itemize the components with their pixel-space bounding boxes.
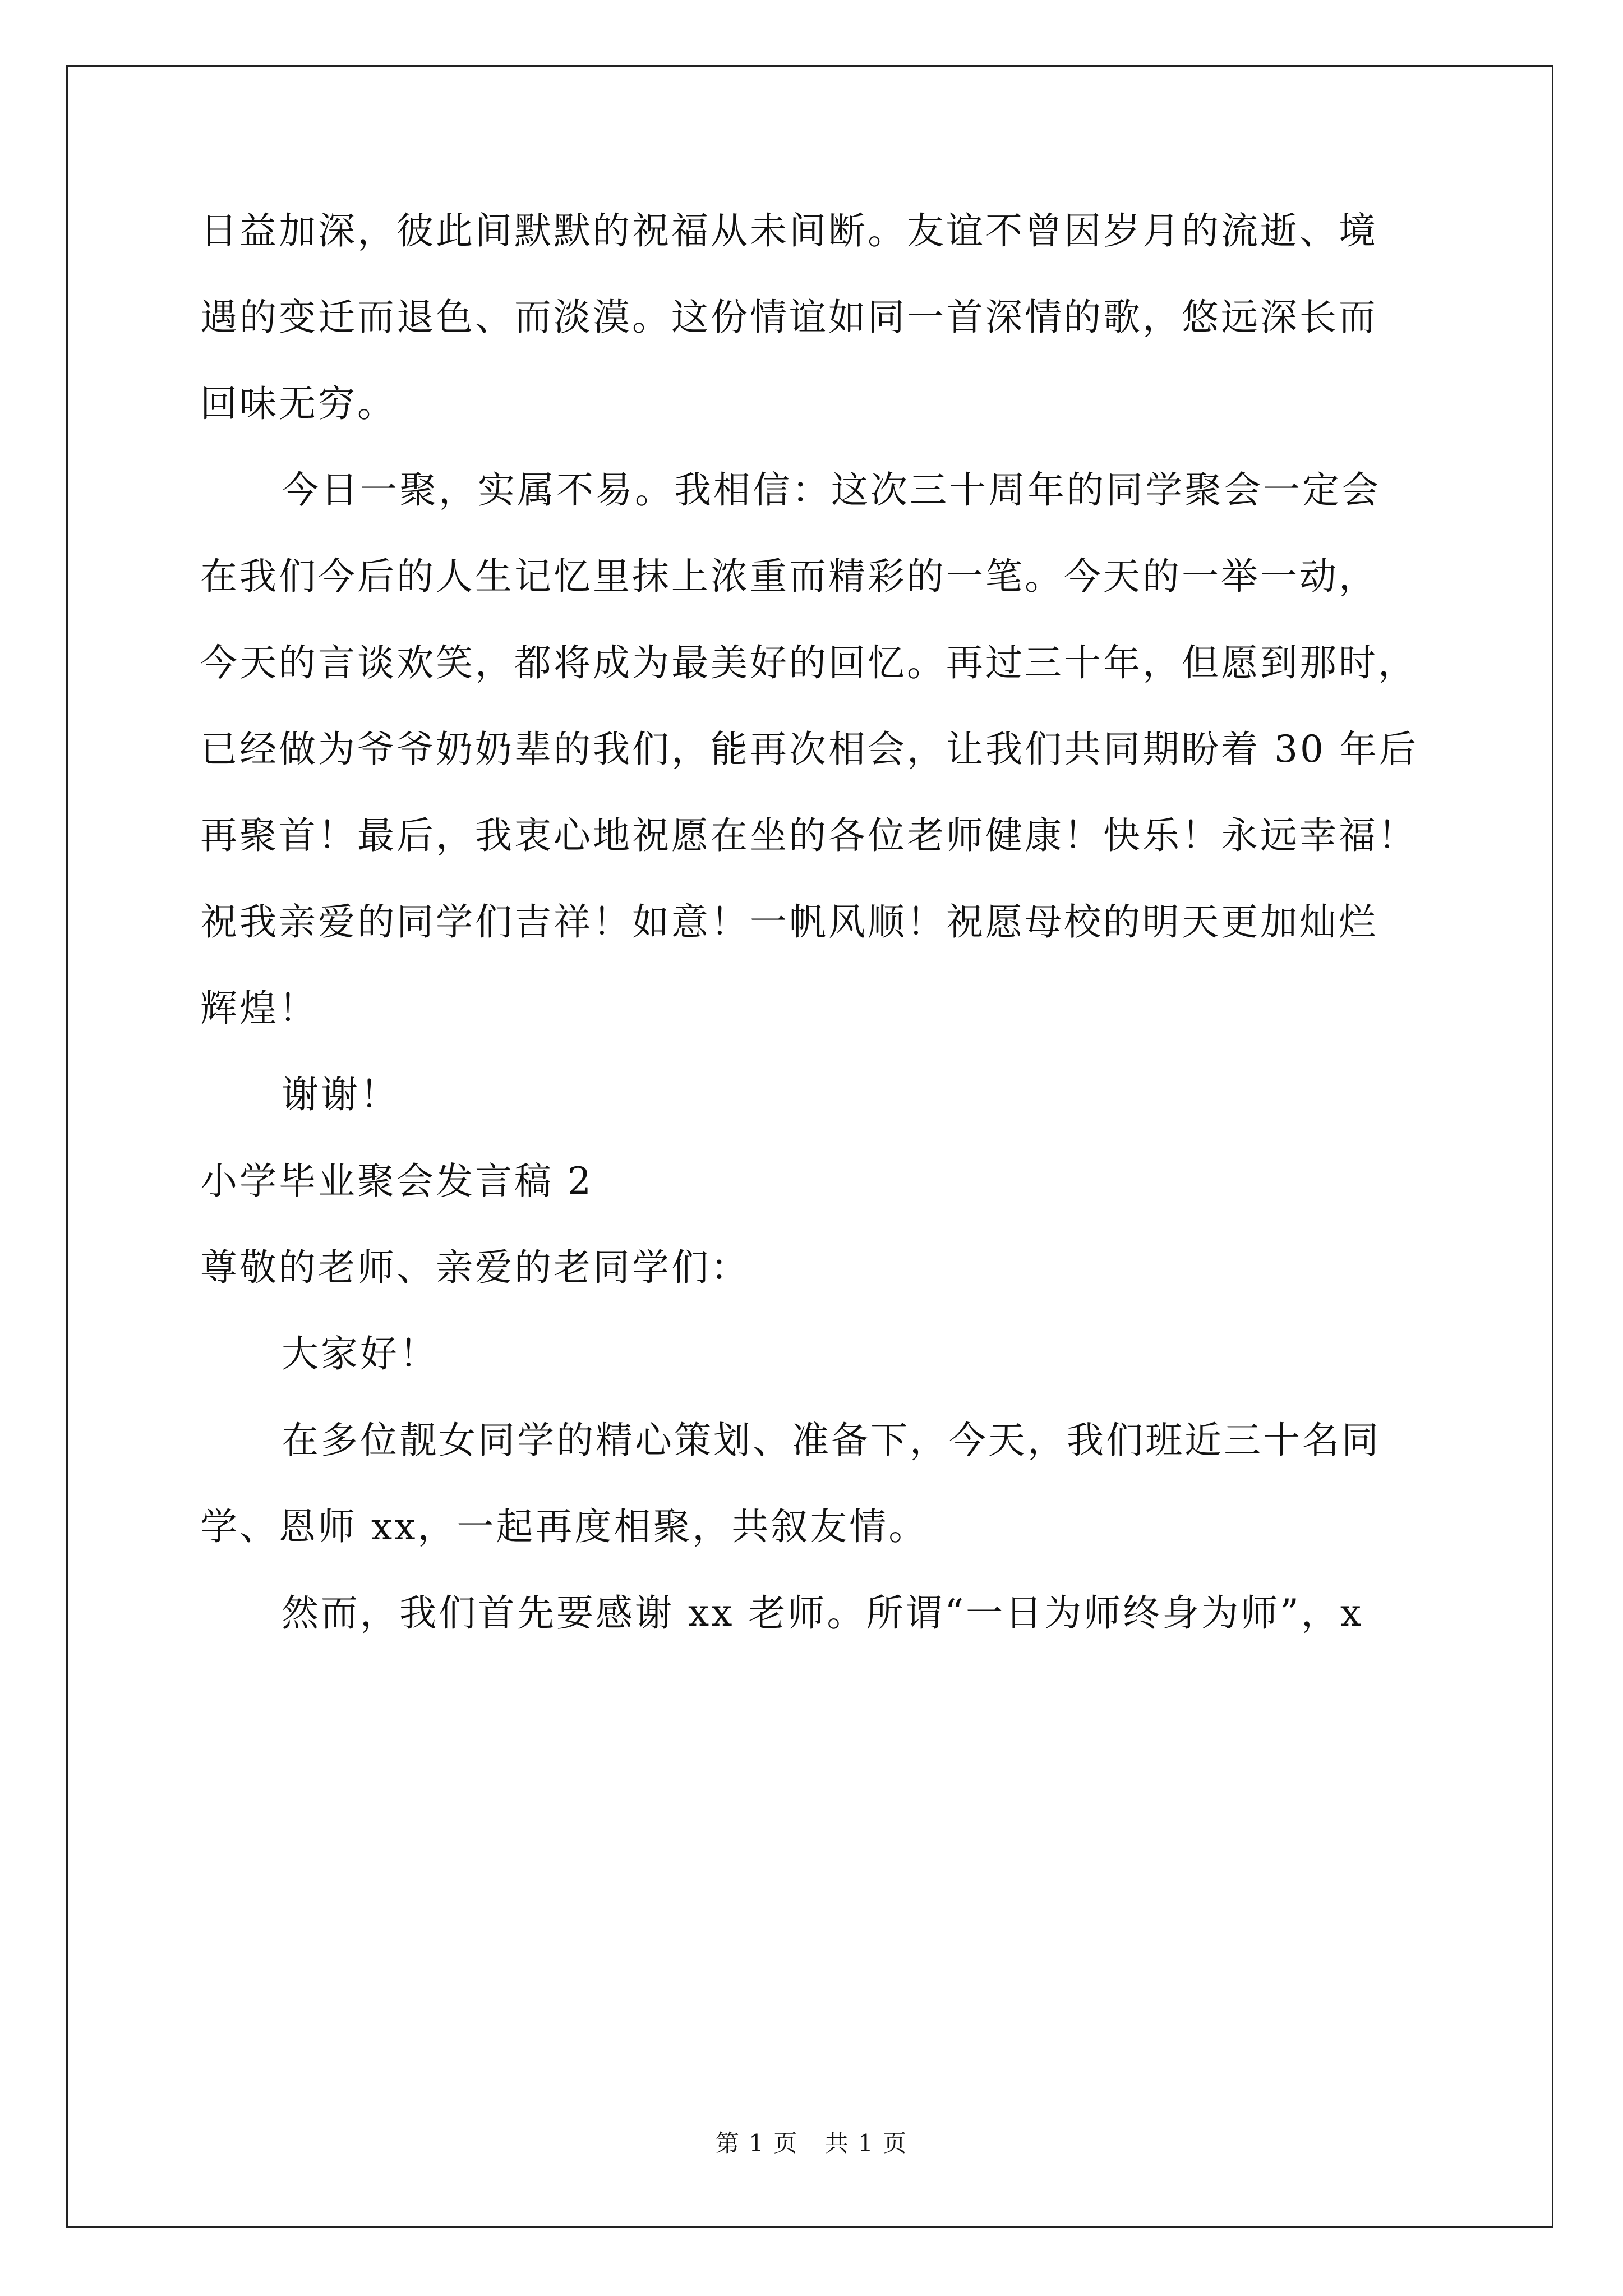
paragraph-line: 今日一聚，实属不易。我相信：这次三十周年的同学聚会一定会 — [282, 468, 1381, 512]
paragraph-line: 在我们今后的人生记忆里抹上浓重而精彩的一笔。今天的一举一动， — [200, 555, 1378, 598]
page-number: 第 1 页 — [715, 2129, 799, 2157]
paragraph-line: 已经做为爷爷奶奶辈的我们，能再次相会，让我们共同期盼着 30 年后 — [200, 728, 1418, 771]
paragraph-line: 今天的言谈欢笑，都将成为最美好的回忆。再过三十年，但愿到那时， — [200, 641, 1417, 684]
paragraph-line: 回味无穷。 — [200, 382, 396, 425]
salutation: 尊敬的老师、亲爱的老同学们： — [200, 1246, 750, 1289]
paragraph-line: 在多位靓女同学的精心策划、准备下，今天，我们班近三十名同 — [282, 1419, 1381, 1462]
paragraph-line: 辉煌！ — [200, 987, 318, 1030]
page-footer — [0, 2125, 1623, 2159]
paragraph-line: 祝我亲爱的同学们吉祥！如意！一帆风顺！祝愿母校的明天更加灿烂 — [200, 900, 1378, 944]
total-pages: 共 1 页 — [824, 2129, 908, 2157]
paragraph-line: 然而，我们首先要感谢 xx 老师。所谓“一日为师终身为师”，x — [282, 1591, 1364, 1635]
greeting: 大家好！ — [282, 1332, 439, 1375]
closing-thanks: 谢谢！ — [282, 1073, 399, 1116]
paragraph-line: 学、恩师 xx，一起再度相聚，共叙友情。 — [200, 1505, 928, 1548]
paragraph-line: 再聚首！最后，我衷心地祝愿在坐的各位老师健康！快乐！永远幸福！ — [200, 814, 1417, 857]
paragraph-line: 日益加深，彼此间默默的祝福从未间断。友谊不曾因岁月的流逝、境 — [200, 209, 1378, 252]
paragraph-line: 遇的变迁而退色、而淡漠。这份情谊如同一首深情的歌，悠远深长而 — [200, 296, 1378, 339]
section-title: 小学毕业聚会发言稿 2 — [200, 1159, 593, 1203]
